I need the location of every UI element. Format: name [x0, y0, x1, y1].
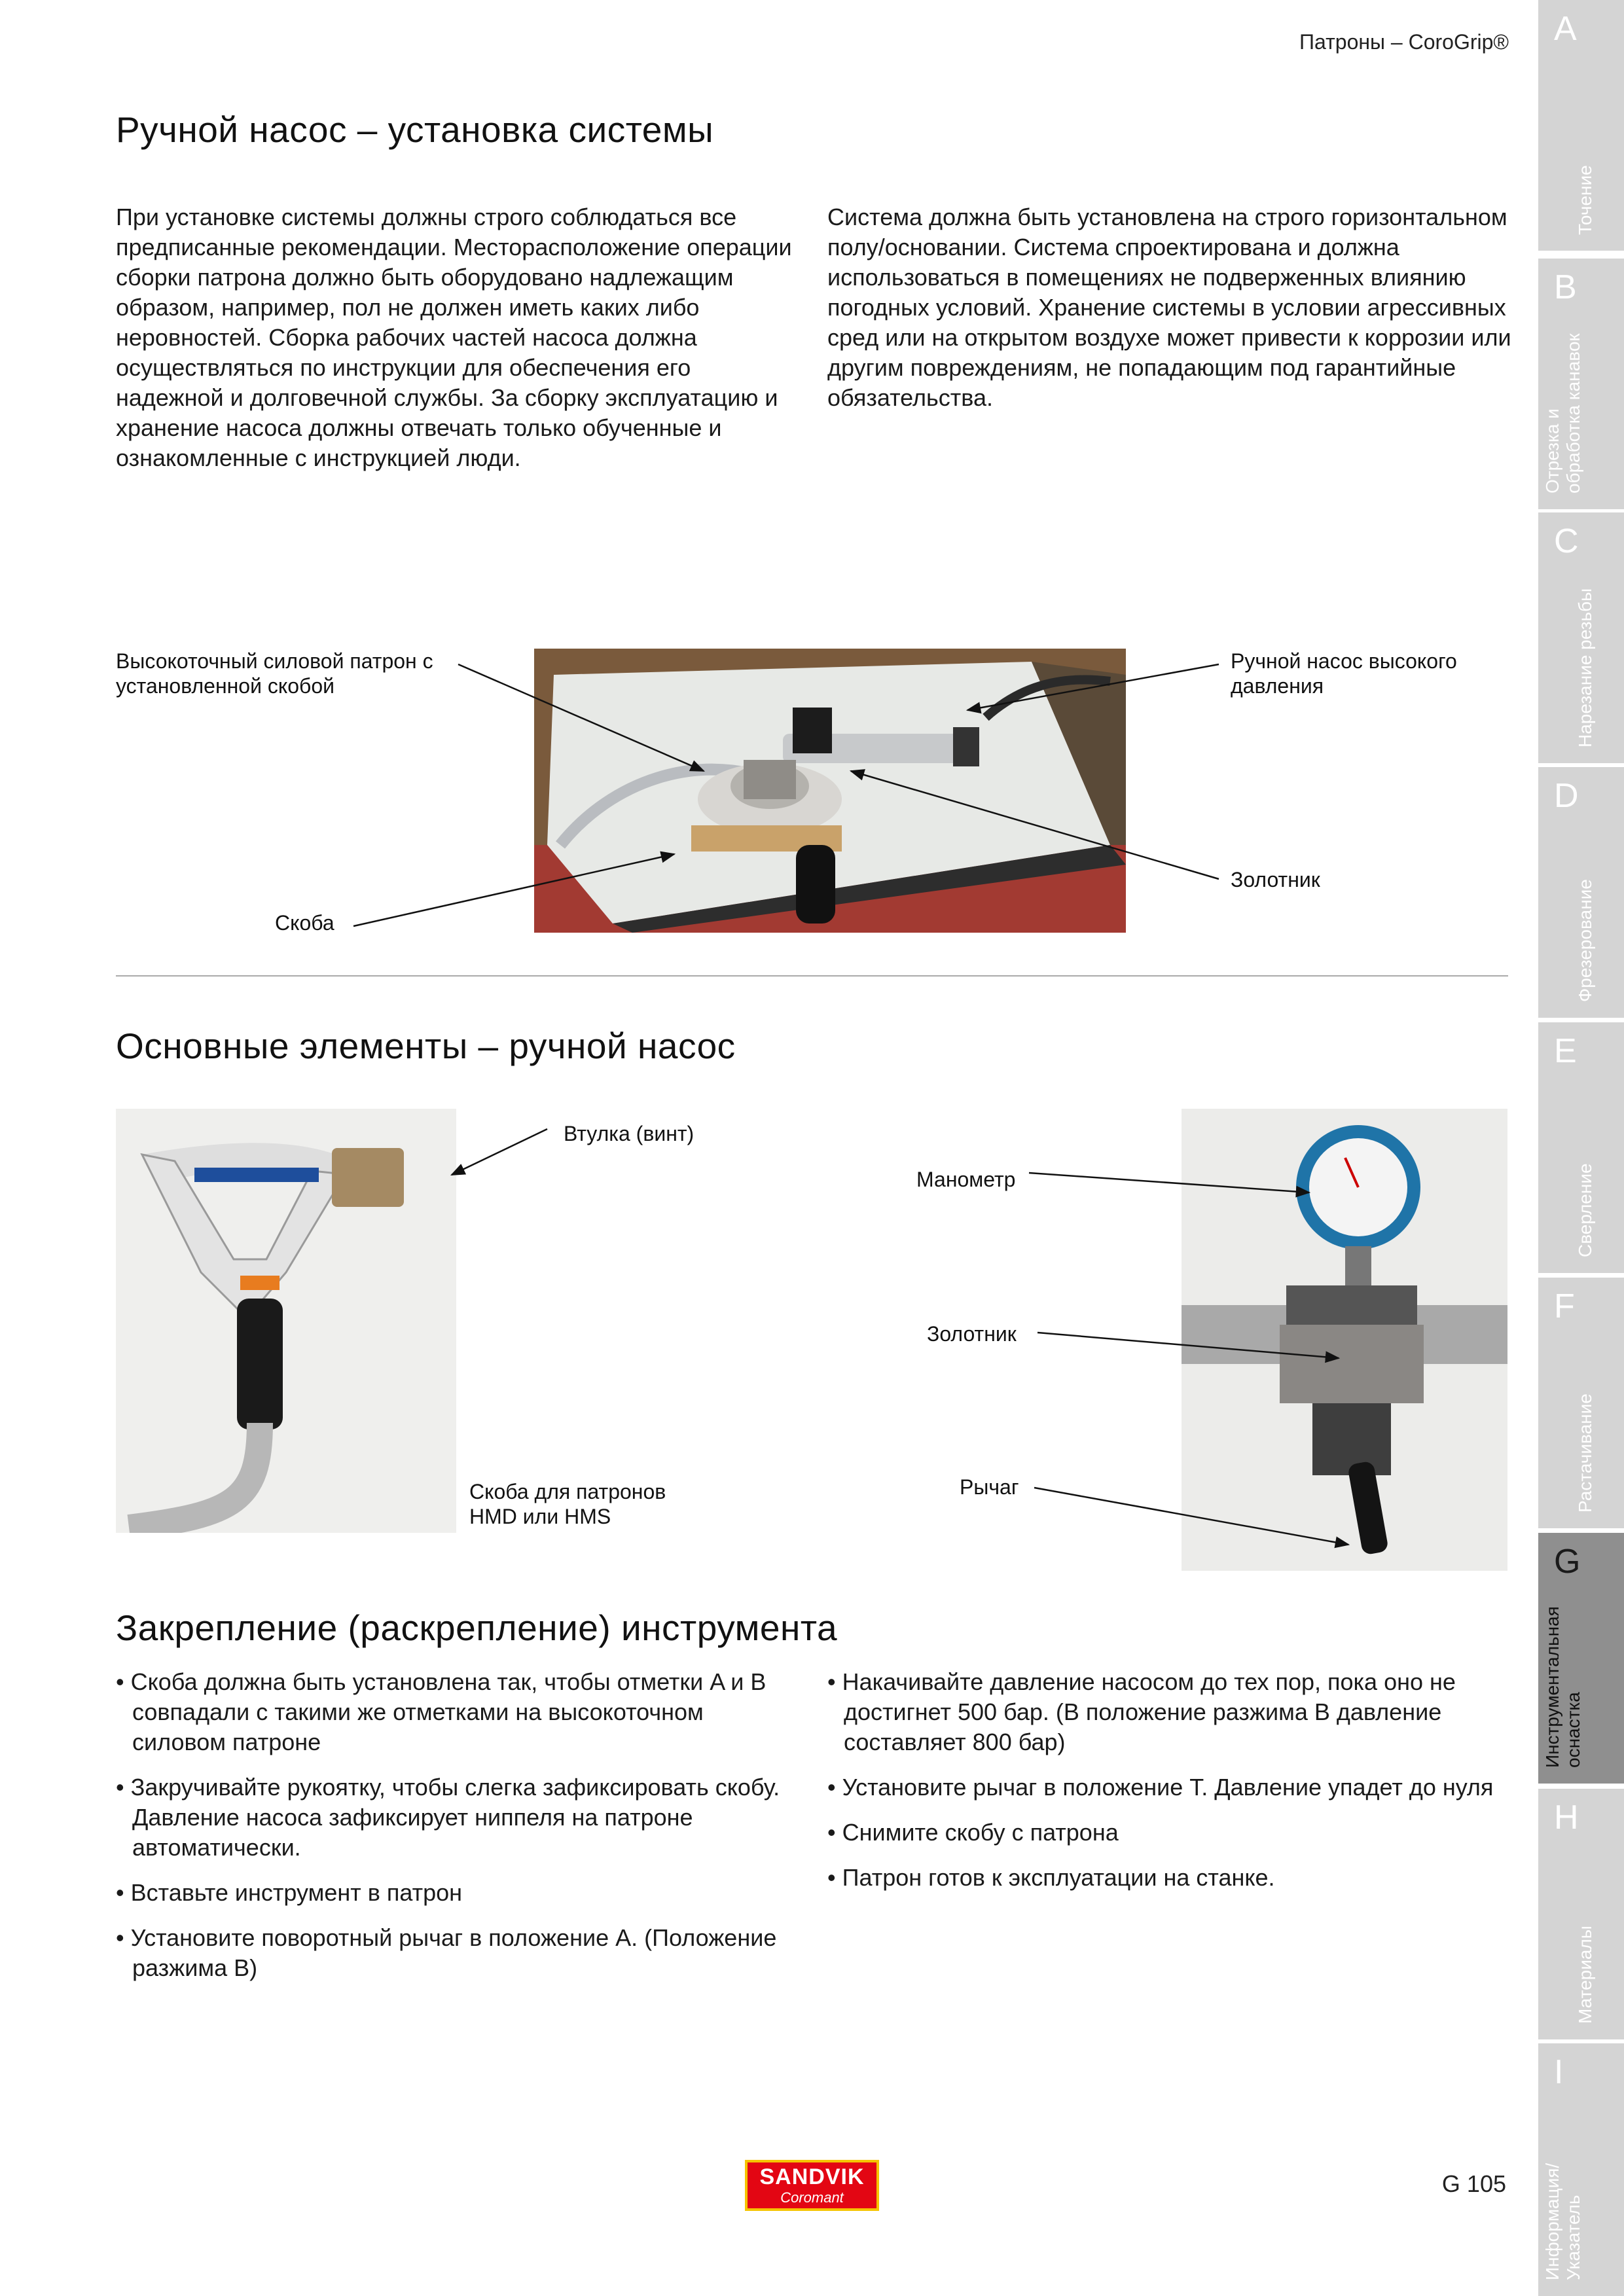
chapter-tab-letter: B	[1554, 268, 1577, 306]
section-title-pump-installation: Ручной насос – установка системы	[116, 109, 714, 150]
chapter-tab-c[interactable]: C Нарезание резьбы	[1538, 512, 1624, 763]
chapter-tab-letter: D	[1554, 777, 1579, 815]
logo-text-top: SANDVIK	[759, 2164, 865, 2189]
chapter-tab-b[interactable]: B Отрезка и обработка канавок	[1538, 259, 1624, 509]
label-bracket-hmd-hms: Скоба для патронов HMD или HMS	[469, 1480, 666, 1528]
sandvik-coromant-logo	[745, 2160, 879, 2211]
bullet-item: • Накачивайте давление насосом до тех пор, пока оно не достигнет 500 бар. (В положение разжима B давление составляет 800 бар)	[827, 1667, 1502, 1757]
bullets-left	[116, 1667, 790, 1998]
chapter-tab-letter: C	[1554, 522, 1579, 560]
chapter-tab-g[interactable]: G Инструментальная оснастка	[1538, 1533, 1624, 1784]
logo-text-bottom: Coromant	[780, 2189, 844, 2206]
bullet-item: • Скоба должна быть установлена так, чтобы отметки A и B совпадали с такими же отметками на высокоточном силовом патроне	[116, 1667, 790, 1757]
label-bracket: Скоба	[275, 911, 334, 935]
bullet-item: • Вставьте инструмент в патрон	[116, 1878, 790, 1908]
paragraph-right: Система должна быть установлена на строго горизонтальном полу/основании. Система спроектирована и должна использоваться в помещениях не подверженных влиянию погодных условий. Хранение системы в условии агрессивных сред или на открытом воздухе может привести к коррозии или другим повреждениям, не попадающим под гарантийные обязательства.	[827, 204, 1511, 411]
header-title: Патроны – CoroGrip®	[1299, 30, 1509, 54]
label-lever: Рычаг	[960, 1475, 1019, 1499]
chapter-tab-h[interactable]: H Материалы	[1538, 1789, 1624, 2039]
chapter-tab-a[interactable]: A Точение	[1538, 0, 1624, 251]
leader-sleeve	[452, 1129, 547, 1175]
chapter-tab-f[interactable]: F Растачивание	[1538, 1278, 1624, 1528]
pump-system-photo	[534, 649, 1126, 933]
chapter-tab-i[interactable]: I Информация/ Указатель	[1538, 2043, 1624, 2296]
bracket-photo	[116, 1109, 456, 1533]
chapter-sidebar	[1538, 0, 1624, 2296]
chapter-tab-letter: I	[1554, 2053, 1564, 2091]
chapter-tab-e[interactable]: E Сверление	[1538, 1022, 1624, 1273]
bullet-item: • Установите рычаг в положение T. Давление упадет до нуля	[827, 1772, 1502, 1803]
section-title-main-elements: Основные элементы – ручной насос	[116, 1026, 736, 1066]
label-high-pressure-pump: Ручной насос высокого давления	[1231, 649, 1457, 698]
label-sleeve-screw: Втулка (винт)	[564, 1122, 695, 1145]
section-title-tool-clamping: Закрепление (раскрепление) инструмента	[116, 1607, 838, 1648]
page-number: G 105	[1441, 2170, 1506, 2197]
chapter-tab-letter: G	[1554, 1543, 1581, 1581]
chapter-tab-letter: F	[1554, 1287, 1575, 1325]
label-valve-1: Золотник	[1231, 868, 1320, 891]
chapter-tab-letter: H	[1554, 1799, 1579, 1837]
bullets-right	[827, 1667, 1502, 1908]
section-divider	[116, 975, 1508, 977]
bullet-item: • Установите поворотный рычаг в положение A. (Положение разжима B)	[116, 1923, 790, 1983]
bullet-item: • Снимите скобу с патрона	[827, 1818, 1502, 1848]
manometer-valve-photo	[1182, 1109, 1507, 1571]
label-chuck-with-bracket: Высокоточный силовой патрон с установленной скобой	[116, 649, 433, 698]
paragraph-left: При установке системы должны строго соблюдаться все предписанные рекомендации. Месторасположение операции сборки патрона должно быть оборудовано надлежащим образом, например, пол не должен иметь каких либо неровностей. Сборка рабочих частей насоса должна осуществляться по инструкции для обеспечения его надежной и долговечной службы. За сборку эксплуатацию и хранение насоса должны отвечать только обученные и ознакомленные с инструкцией люди.	[116, 204, 792, 471]
chapter-tab-d[interactable]: D Фрезерование	[1538, 767, 1624, 1018]
bullet-item: • Закручивайте рукоятку, чтобы слегка зафиксировать скобу. Давление насоса зафиксирует ниппеля на патроне автоматически.	[116, 1772, 790, 1863]
chapter-tab-letter: A	[1554, 10, 1577, 48]
bullet-item: • Патрон готов к эксплуатации на станке.	[827, 1863, 1502, 1893]
label-valve-2: Золотник	[927, 1322, 1017, 1346]
chapter-tab-letter: E	[1554, 1032, 1577, 1070]
label-manometer: Манометр	[916, 1168, 1016, 1191]
